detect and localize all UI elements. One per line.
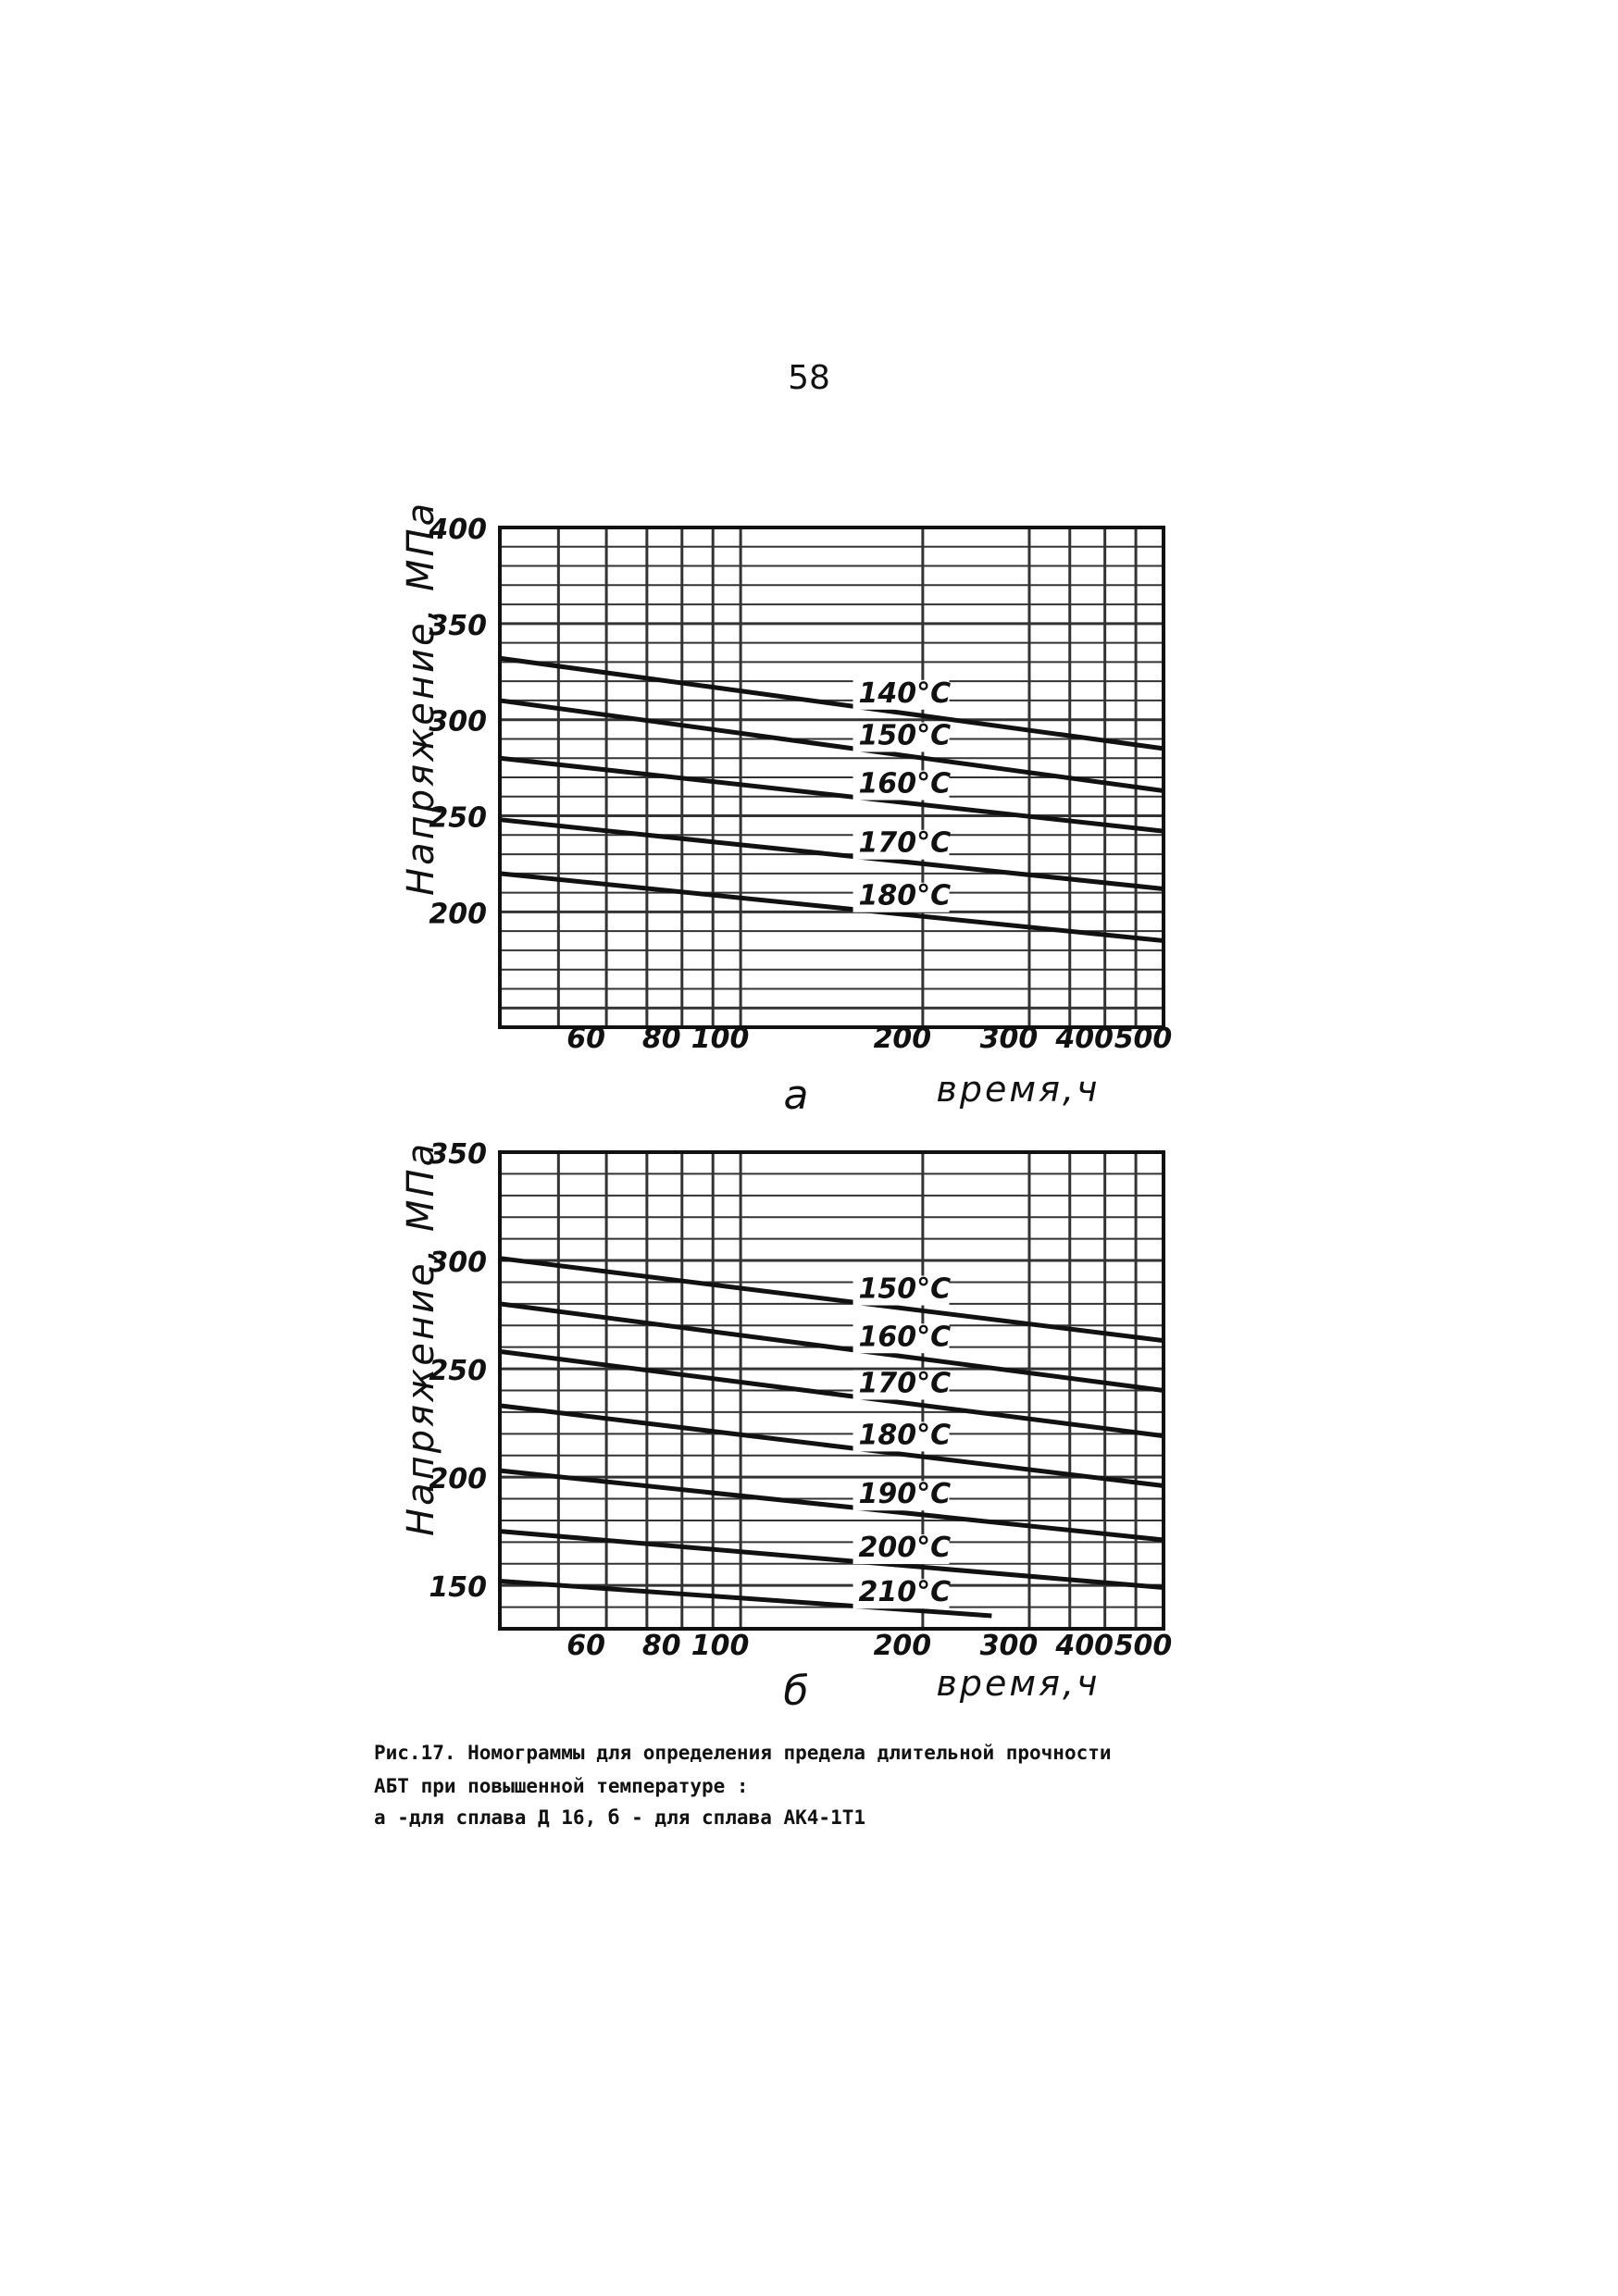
x-tick-label: 400 xyxy=(1055,1630,1114,1662)
y-tick-label: 300 xyxy=(429,705,487,738)
x-tick-label: 80 xyxy=(641,1023,681,1055)
y-tick-label: 400 xyxy=(429,514,487,546)
series-line xyxy=(500,758,1164,831)
x-tick-label: 200 xyxy=(873,1023,932,1055)
chart-b xyxy=(0,1129,1618,1721)
y-tick-label: 300 xyxy=(429,1247,487,1280)
x-tick-label: 100 xyxy=(691,1630,750,1662)
series-line xyxy=(500,1406,1164,1486)
y-axis-label-b: Напряжение, МПа xyxy=(400,1140,442,1536)
page-number: 58 xyxy=(788,359,830,397)
x-axis-label: время,ч xyxy=(936,1069,1101,1110)
y-axis-label-a: Напряжение, МПа xyxy=(400,500,442,896)
figure-caption-line-3: а -для сплава Д 16, б - для сплава АК4-1Т1 xyxy=(374,1806,866,1829)
series-label: 210°С xyxy=(858,1576,952,1609)
series-label: 150°С xyxy=(858,1272,952,1306)
series-label: 170°С xyxy=(858,1367,952,1400)
y-tick-label: 150 xyxy=(429,1571,487,1605)
figure-caption-line-2: АБТ при повышенной температуре : xyxy=(374,1775,749,1797)
panel-label: а xyxy=(783,1072,809,1119)
y-tick-label: 350 xyxy=(429,1138,487,1171)
x-tick-label: 100 xyxy=(691,1023,750,1055)
y-tick-label: 200 xyxy=(429,1463,487,1496)
y-tick-label: 350 xyxy=(429,609,487,642)
series-label: 170°С xyxy=(858,826,952,860)
series-line xyxy=(500,1351,1164,1435)
series-label: 180°С xyxy=(858,1419,952,1452)
series-line xyxy=(500,1532,1164,1588)
series-line xyxy=(500,1259,1164,1341)
y-tick-label: 200 xyxy=(429,898,487,931)
x-tick-label: 300 xyxy=(979,1630,1039,1662)
series-label: 160°С xyxy=(858,1321,952,1354)
x-tick-label: 500 xyxy=(1114,1630,1173,1662)
x-tick-label: 60 xyxy=(566,1630,605,1662)
x-tick-label: 300 xyxy=(979,1023,1039,1055)
series-line xyxy=(500,658,1164,749)
series-label: 140°С xyxy=(858,676,952,710)
chart-a xyxy=(0,500,1618,1129)
series-label: 190°С xyxy=(858,1478,952,1511)
x-axis-label: время,ч xyxy=(936,1663,1101,1704)
x-tick-label: 500 xyxy=(1114,1023,1173,1055)
y-tick-label: 250 xyxy=(429,801,487,835)
x-tick-label: 400 xyxy=(1055,1023,1114,1055)
series-label: 150°С xyxy=(858,719,952,752)
x-tick-label: 80 xyxy=(641,1630,681,1662)
series-label: 180°С xyxy=(858,879,952,912)
series-label: 200°С xyxy=(858,1532,952,1565)
series-line xyxy=(500,1471,1164,1540)
y-tick-label: 250 xyxy=(429,1355,487,1388)
figure-caption-line-1: Рис.17. Номограммы для определения предела длительной прочности xyxy=(374,1742,1112,1764)
x-tick-label: 60 xyxy=(566,1023,605,1055)
x-tick-label: 200 xyxy=(873,1630,932,1662)
panel-label: б xyxy=(783,1668,809,1715)
series-label: 160°С xyxy=(858,767,952,800)
